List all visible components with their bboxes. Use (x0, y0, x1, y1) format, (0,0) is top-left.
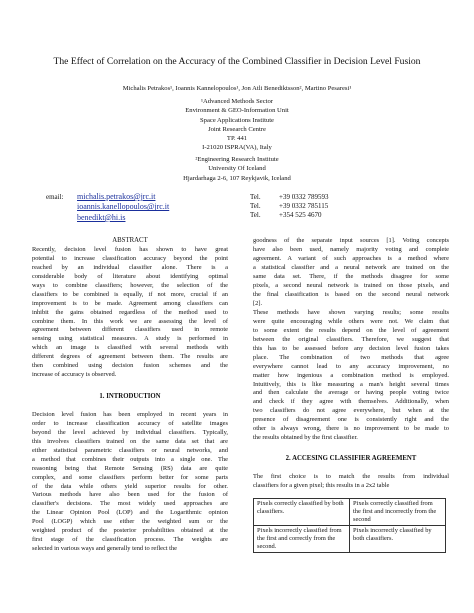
text-line: classifier's decisions. The most widely used approaches are (32, 500, 228, 508)
section2-heading (253, 455, 449, 464)
text-line: potential to increase classification accuracy beyond the point (32, 254, 228, 262)
section2-body (253, 473, 449, 491)
text-line: reasoning being that Remote Sensing (RS) data are quite (32, 464, 228, 472)
text-line: which an image is classified with several methods with (32, 344, 228, 352)
text-line: either statistical parametric classifiers or neural networks, and (32, 446, 228, 454)
text-line: beyond the level achieved by individual classifiers. Typically, (32, 428, 228, 436)
affiliation-line: Joint Research Centre (208, 125, 266, 133)
text-line: a statistical classifier and a neural network are trained on the (253, 263, 449, 271)
email-label: email: (46, 193, 64, 201)
table-cell: Pixels correctly classified from the first and incorrectly from the second (350, 499, 446, 526)
text-line: everywhere cannot lead to any accuracy improvement, no (253, 362, 449, 370)
text-line: of the data while others yield superior results for other. (32, 482, 228, 490)
affiliation-line: ²Engineering Research Institute (195, 156, 279, 163)
text-line: increase of accuracy is observed. (32, 371, 117, 379)
tel-labels (250, 193, 261, 219)
affiliation-line: Hjardarhaga 2-6, 107 Reykjavik, Iceland (183, 174, 291, 182)
text-line: and then calculate the average or having people voting twice (253, 389, 449, 397)
text-line: matter how ingenious a combination method is employed. (253, 371, 449, 379)
text-line: the final classification is based on the second neural network (253, 290, 449, 298)
paper-title: The Effect of Correlation on the Accuracy of the Combined Classifier in Decision Level Fusion (53, 56, 421, 67)
affiliation-line: University Of Iceland (208, 165, 266, 173)
tel-numbers (279, 193, 328, 219)
affiliation-line: Environment & GEO-Information Unit (185, 107, 289, 115)
affiliation-line: Space Applications Institute (200, 116, 274, 124)
text-line: Intuitively, this is like measuring a man's height several times (253, 380, 449, 388)
email-link[interactable]: michalis.petrakos@jrc.it (77, 192, 156, 201)
table-row (254, 526, 446, 553)
text-line: and check if they agree with themselves. Additionally, when (253, 398, 449, 406)
text-line: The first choice is to match the results from individual (253, 473, 449, 480)
table-cell: Pixels incorrectly classified from the first and correctly from the second. (254, 526, 350, 553)
text-line: place. The combination of two methods that agree (253, 353, 449, 361)
email-link[interactable]: ioannis.kanellopoulos@jrc.it (77, 202, 170, 212)
text-line: classifiers for a given pixel; this results in a 2x2 table (253, 481, 390, 489)
abstract-body (32, 246, 228, 380)
text-line: agreement between different classifiers used in remote (32, 326, 228, 334)
text-line: were quite encouraging while others were not. We claim that (253, 317, 449, 325)
text-line: combine them. In this work we are assessing the level of (32, 317, 228, 325)
agreement-table (253, 498, 446, 553)
text-line: improvement is to be made. Agreement among classifiers can (32, 299, 228, 307)
text-line: have also been used, namely majority voting and complete (253, 245, 449, 253)
text-line: Recently, decision level fusion has shown to have great (32, 246, 228, 253)
text-line: inhibit the gains obtained regardless of the method used to (32, 308, 228, 316)
tel-label: Tel. (250, 193, 261, 201)
introduction-heading (32, 393, 228, 402)
text-line: first stage of the classification process. The weights are (32, 536, 228, 544)
table-row (254, 499, 446, 526)
text-line: These methods have shown varying results; some results (253, 309, 449, 316)
text-line: considerable body of literature about identifying optimal (32, 272, 228, 280)
table-cell: Pixels incorrectly classified by both classifiers. (350, 526, 446, 553)
section-heading: 2. ACCESING CLASSIFIER AGREEMENT (285, 455, 417, 462)
email-link[interactable]: benedikt@hi.is (77, 212, 126, 222)
section-heading: ABSTRACT (112, 237, 148, 244)
text-line: Various methods have also been used for the fusion of (32, 491, 228, 499)
text-line: [2]. (253, 299, 263, 307)
section-heading: 1. INTRODUCTION (99, 393, 161, 400)
text-line: to some extent the results depend on the level of agreement (253, 326, 449, 334)
affiliation-line: I-21020 ISPRA(VA), Italy (202, 144, 272, 152)
text-line: classifiers to be combined is equally, if not more, crucial if an (32, 290, 228, 298)
text-line: pixels, a second neural network is trained on those pixels, and (253, 281, 449, 289)
text-line: other is always wrong, there is no improvement to be made to (253, 425, 449, 433)
text-line: Decision level fusion has been employed in recent years in (32, 411, 228, 418)
text-line: the Linear Opinion Pool (LOP) and the Logarithmic opinion (32, 509, 228, 517)
text-line: this has to be assessed before any decision level fusion takes (253, 344, 449, 352)
text-line: weighted product of the posterior probabilities obtained at the (32, 527, 228, 535)
affiliation-line: TP. 441 (226, 135, 248, 143)
text-line: two classifiers do not agree everywhere, but when at the (253, 407, 449, 415)
text-line: then combined using decision fusion schemes and the (32, 362, 228, 370)
abstract-heading (32, 237, 228, 246)
introduction-body (32, 411, 228, 554)
text-line: agreement. A variant of such approaches is a method where (253, 254, 449, 262)
text-line: this involves classifiers trained on the same data set that are (32, 437, 228, 445)
text-line: same data set. There, if the methods disagree for some (253, 272, 449, 280)
text-line: complex, and some classifiers perform better for some parts (32, 473, 228, 481)
text-line: the results obtained by the first classifier. (253, 434, 358, 442)
text-line: order to increase classification accuracy of satellite images (32, 419, 228, 427)
affiliation-1 (0, 97, 474, 153)
text-line: different degrees of agreement between them. The results are (32, 353, 228, 361)
tel-label: Tel. (250, 210, 261, 219)
text-line: presence of disagreement one is consistently right and the (253, 416, 449, 424)
right-paragraph-1 (253, 237, 449, 309)
text-line: ways to combine classifiers; however, the selection of the (32, 281, 228, 289)
tel-number: +354 525 4670 (279, 210, 322, 219)
email-list (77, 192, 169, 223)
text-line: Pool (LOGP) which use either the weighted sum or the (32, 518, 228, 526)
right-paragraph-2 (253, 309, 449, 443)
text-line: goodness of the separate input sources [1]. Voting concepts (253, 237, 449, 244)
tel-number: +39 0332 785115 (279, 201, 329, 210)
affiliation-2 (0, 155, 474, 183)
affiliation-line: ¹Advanced Methods Sector (201, 98, 273, 105)
table-cell: Pixels correctly classified by both classifiers. (254, 499, 350, 526)
text-line: selected in various ways and generally tend to reflect the (32, 545, 177, 553)
tel-number: +39 0332 789593 (279, 193, 329, 201)
text-line: sensing using statistical measures. A study is performed in (32, 335, 228, 343)
tel-label: Tel. (250, 201, 261, 210)
text-line: a method that combines their outputs into a single one. The (32, 455, 228, 463)
author-list: Michalis Petrakos¹, Ioannis Kannelopoulos¹, Jon Atli Benediktsson², Martino Pesaresi¹ (122, 85, 352, 92)
text-line: reached by an individual classifier alone. There is a (32, 263, 228, 271)
text-line: between the original classifiers. Therefore, we suggest that (253, 335, 449, 343)
